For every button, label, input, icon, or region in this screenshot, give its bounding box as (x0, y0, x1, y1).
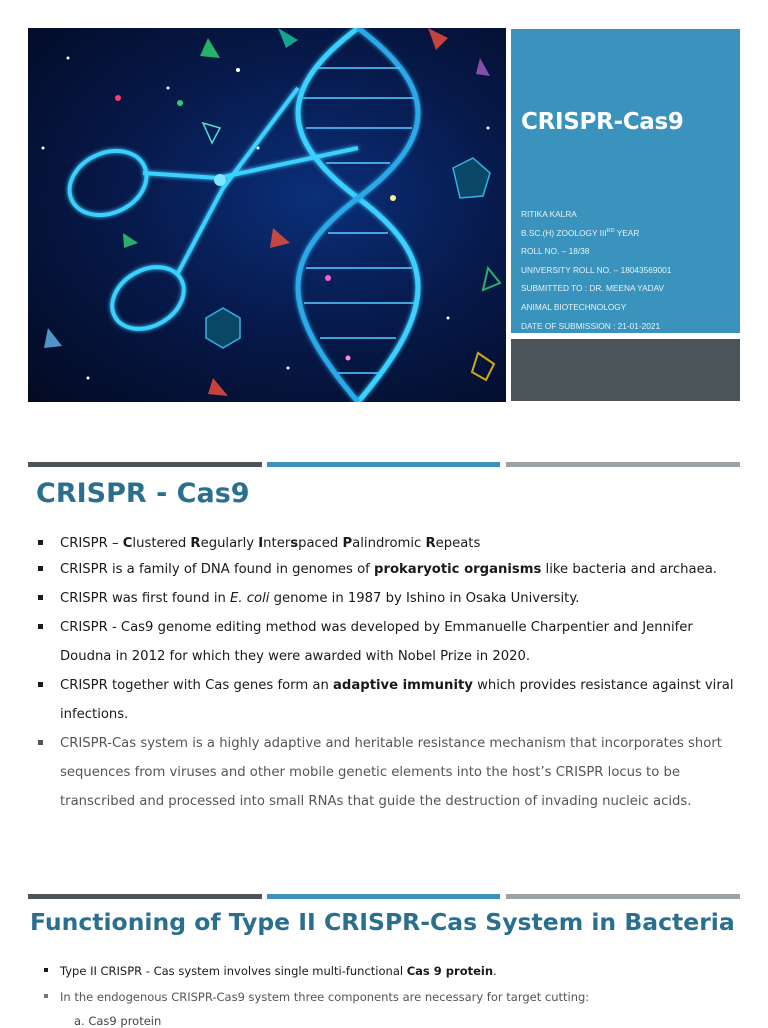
subject: ANIMAL BIOTECHNOLOGY (521, 301, 627, 312)
presentation-title: CRISPR-Cas9 (521, 109, 684, 135)
decorative-block (511, 339, 740, 401)
bullet-list (38, 529, 738, 816)
author-details (521, 205, 671, 335)
list-item: CRISPR together with Cas genes form an adaptive immunity which provides resistance against viral infections. (38, 671, 738, 729)
list-item: CRISPR is a family of DNA found in genomes of prokaryotic organisms like bacteria and archaea. (38, 555, 738, 584)
title-panel (511, 29, 740, 333)
list-item: CRISPR - Cas9 genome editing method was developed by Emmanuelle Charpentier and Jennifer Doudna in 2012 for which they were awarded with Nobel Prize in 2020. (38, 613, 738, 671)
list-item: CRISPR was first found in E. coli genome in 1987 by Ishino in Osaka University. (38, 584, 738, 613)
list-item: CRISPR – Clustered Regularly Interspaced Palindromic Repeats (38, 529, 738, 558)
list-item: CRISPR-Cas system is a highly adaptive and heritable resistance mechanism that incorporates short sequences from viruses and other mobile genetic elements into the host’s CRISPR locus to be transcribed and processed into small RNAs that guide the destruction of invading nucleic acids. (38, 729, 738, 816)
slide-title: Functioning of Type II CRISPR-Cas System in Bacteria (30, 908, 735, 936)
university-roll-number: UNIVERSITY ROLL NO. – 18043569001 (521, 264, 672, 275)
course-line: B.SC.(H) ZOOLOGY IIIRD YEAR (521, 227, 640, 238)
dna-scissors-image (28, 28, 506, 402)
submitted-to: SUBMITTED TO : DR. MEENA YADAV (521, 283, 665, 294)
roll-number: ROLL NO. – 18/38 (521, 246, 590, 257)
slide-divider (28, 894, 740, 899)
author-name: RITIKA KALRA (521, 209, 577, 219)
slide-divider (28, 462, 740, 467)
bullet-list (44, 958, 734, 1010)
slide-title: CRISPR - Cas9 (36, 478, 250, 509)
list-item: Type II CRISPR - Cas system involves single multi-functional Cas 9 protein. (44, 958, 734, 984)
list-item: In the endogenous CRISPR-Cas9 system three components are necessary for target cutting: (44, 984, 734, 1010)
submission-date: DATE OF SUBMISSION : 21-01-2021 (521, 320, 661, 331)
sub-list-item: a. Cas9 protein (74, 1014, 162, 1028)
